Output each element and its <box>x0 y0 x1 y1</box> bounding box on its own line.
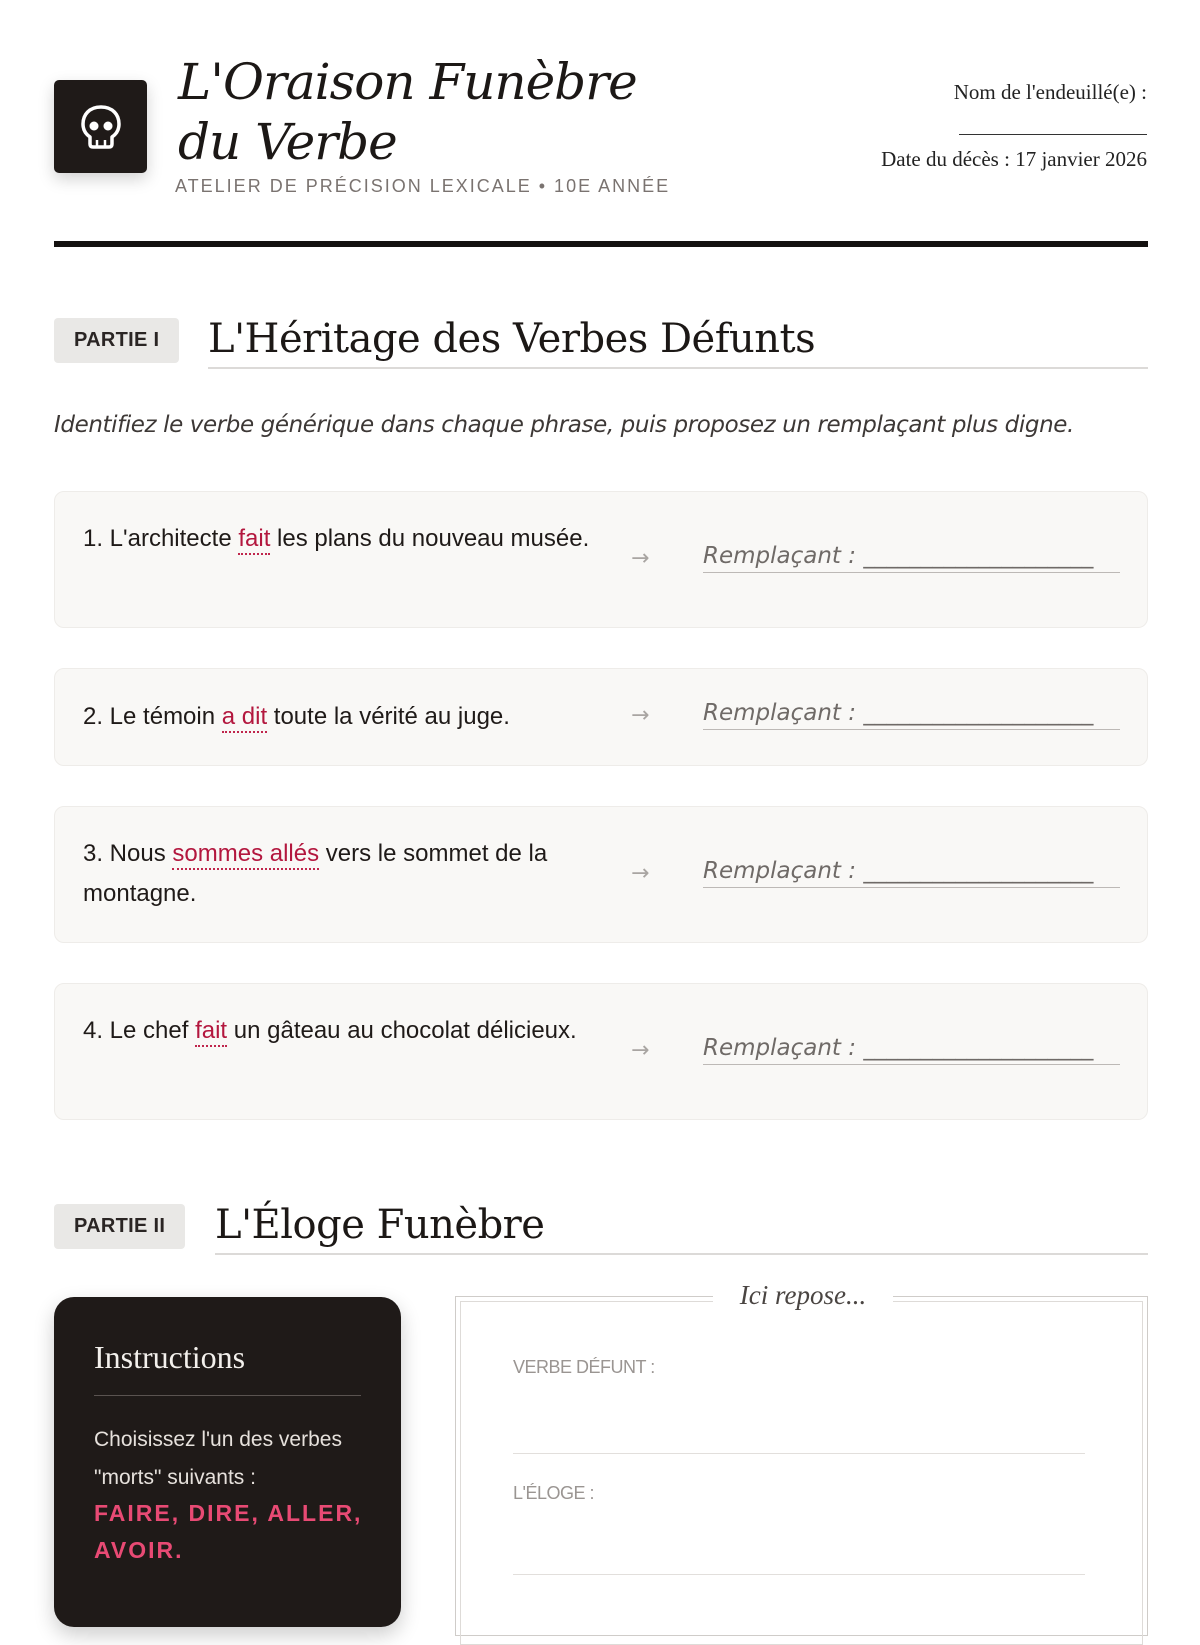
exercise-card-2 <box>54 668 1148 766</box>
sentence-text: 1. L'architecte <box>83 525 239 552</box>
generic-verb: sommes allés <box>172 840 319 870</box>
exercise-sentence-2 <box>83 697 593 737</box>
generic-verb: fait <box>195 1017 227 1047</box>
replacement-field-4[interactable]: Remplaçant : ____________________ <box>703 1035 1120 1065</box>
sentence-text: vers le sommet de la montagne. <box>83 840 548 907</box>
sentence-text: 2. Le témoin <box>83 703 222 730</box>
skull-icon <box>79 104 123 150</box>
instructions-divider <box>94 1395 361 1396</box>
instructions-card <box>54 1297 401 1627</box>
exercise-card-3 <box>54 806 1148 943</box>
part-1-instruction: Identifiez le verbe générique dans chaque phrase, puis proposez un remplaçant plus digne. <box>54 412 1074 438</box>
part-2-rule <box>215 1253 1148 1255</box>
name-field-label: Nom de l'endeuillé(e) : <box>953 80 1147 104</box>
exercise-card-4 <box>54 983 1148 1120</box>
sentence-text: un gâteau au chocolat délicieux. <box>227 1017 577 1044</box>
replacement-field-3[interactable]: Remplaçant : ____________________ <box>703 858 1120 888</box>
arrow-icon: → <box>631 1038 650 1063</box>
eulogy-box-inner-border <box>460 1301 1143 1645</box>
dead-verbs-list: FAIRE, DIRE, ALLER, AVOIR. <box>94 1500 363 1563</box>
eulogy-box <box>455 1280 1148 1636</box>
name-field-line[interactable] <box>959 134 1147 135</box>
page-subtitle: ATELIER DE PRÉCISION LEXICALE • 10E ANNÉE <box>175 176 671 196</box>
date-of-death: Date du décès : 17 janvier 2026 <box>881 147 1147 171</box>
page-title: L'Oraison Funèbre du Verbe <box>178 53 637 171</box>
part-1-rule <box>208 367 1148 369</box>
instructions-title: Instructions <box>94 1339 246 1375</box>
arrow-icon: → <box>631 861 650 886</box>
part-1-title: L'Héritage des Verbes Défunts <box>208 316 816 362</box>
dead-verb-label: VERBE DÉFUNT : <box>513 1357 655 1377</box>
eulogy-label: L'ÉLOGE : <box>513 1483 594 1503</box>
arrow-icon: → <box>631 546 650 571</box>
arrow-icon: → <box>631 703 650 728</box>
sentence-text: 3. Nous <box>83 840 173 867</box>
exercise-sentence-4 <box>83 1011 593 1051</box>
sentence-text: 4. Le chef <box>83 1017 196 1044</box>
generic-verb: a dit <box>222 703 267 733</box>
instructions-text: Choisissez l'un des verbes "morts" suivants : <box>94 1428 342 1489</box>
sentence-text: toute la vérité au juge. <box>267 703 510 730</box>
eulogy-field[interactable] <box>513 1574 1085 1575</box>
exercise-sentence-1 <box>83 519 593 559</box>
eulogy-box-legend: Ici repose... <box>713 1275 893 1315</box>
logo-badge <box>54 80 147 173</box>
generic-verb: fait <box>238 525 270 555</box>
header-divider <box>54 241 1148 247</box>
replacement-field-2[interactable]: Remplaçant : ____________________ <box>703 700 1120 730</box>
part-2-title: L'Éloge Funèbre <box>215 1202 545 1248</box>
sentence-text: les plans du nouveau musée. <box>270 525 590 552</box>
exercise-card-1 <box>54 491 1148 628</box>
replacement-field-1[interactable]: Remplaçant : ____________________ <box>703 543 1120 573</box>
dead-verb-field[interactable] <box>513 1453 1085 1454</box>
exercise-sentence-3 <box>83 834 593 914</box>
part-2-badge: PARTIE II <box>54 1204 185 1249</box>
part-1-badge: PARTIE I <box>54 318 179 363</box>
